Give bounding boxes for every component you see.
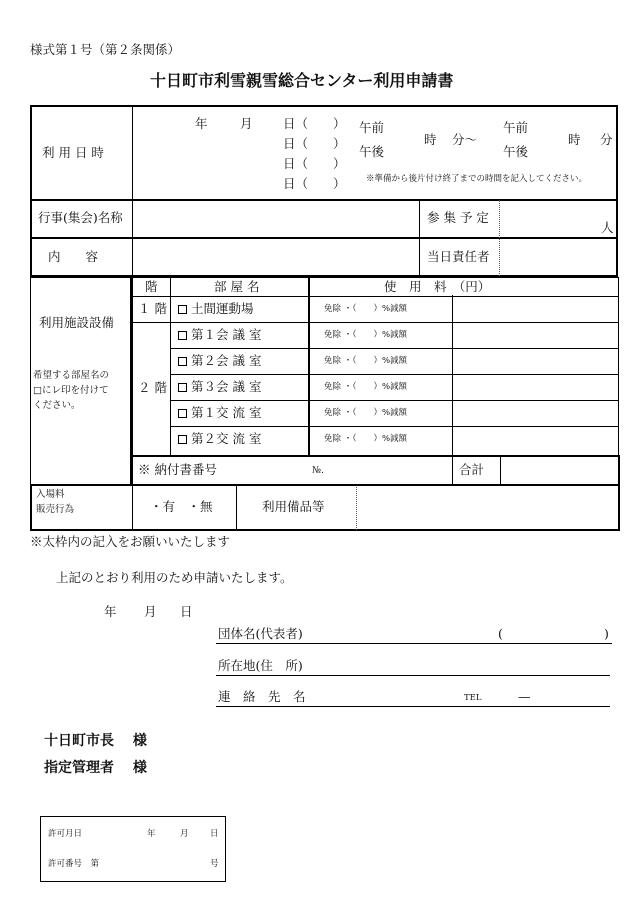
- floor-1-label: １ 階: [138, 301, 167, 316]
- apply-statement: 上記のとおり利用のため申請いたします。: [56, 570, 293, 585]
- end-pm-label: 午後: [503, 144, 529, 159]
- page-title: 十日町市利雪親雪総合センター利用申請書: [150, 71, 454, 90]
- total-label: 合計: [459, 462, 485, 477]
- person-in-charge-label: 当日責任者: [427, 249, 490, 264]
- admission-fee-label: 入場料: [36, 489, 65, 500]
- checkbox-icon[interactable]: [178, 383, 187, 392]
- day-row-1: 日（ ）: [283, 116, 346, 131]
- receipt-number-label: ※ 納付書番号: [138, 462, 217, 477]
- facilities-hint-1: 希望する部屋名の: [33, 370, 110, 381]
- addressee-manager: 指定管理者 様: [44, 760, 147, 776]
- end-am-label: 午前: [503, 120, 529, 135]
- permit-box: [40, 816, 226, 882]
- permit-year: 年: [147, 829, 156, 839]
- month-label: 月: [240, 116, 253, 131]
- group-paren-close: ): [604, 626, 609, 641]
- tel-label: TEL: [464, 693, 482, 703]
- floor-2-label: ２ 階: [138, 380, 167, 395]
- group-name-field[interactable]: [216, 643, 612, 644]
- permit-date-label: 許可月日: [48, 829, 83, 839]
- end-hour-label: 時: [568, 132, 581, 147]
- day-row-3: 日（ ）: [283, 156, 346, 171]
- apply-month: 月: [144, 604, 157, 619]
- checkbox-icon[interactable]: [178, 305, 187, 314]
- facilities-label: 利用施設設備: [39, 315, 115, 330]
- checkbox-icon[interactable]: [178, 435, 187, 444]
- group-paren-open: (: [498, 626, 503, 641]
- start-pm-label: 午後: [359, 144, 385, 159]
- start-hour-label: 時: [424, 132, 437, 147]
- group-name-label: 団体名(代表者): [218, 626, 303, 641]
- fee-exemption: 免除 ・（ ）%減額: [324, 304, 408, 314]
- sales-activity-label: 販売行為: [36, 504, 75, 515]
- equipment-label: 利用備品等: [262, 499, 325, 514]
- addressee-mayor: 十日町市長 様: [44, 733, 147, 749]
- contact-name-label: 連 絡 先 名: [218, 689, 306, 704]
- time-note: ※準備から後片付け終了までの時間を記入してください。: [366, 174, 588, 184]
- fee-exemption: 免除 ・（ ）%減額: [324, 356, 408, 366]
- attendance-label: 参 集 予 定: [427, 210, 489, 225]
- permit-month: 月: [180, 829, 189, 839]
- day-row-4: 日（ ）: [283, 176, 346, 191]
- apply-year: 年: [104, 604, 117, 619]
- room-row[interactable]: 第２会 議 室: [178, 355, 261, 368]
- room-row[interactable]: 土間運動場: [178, 303, 254, 316]
- year-label: 年: [195, 116, 208, 131]
- facilities-hint-2: □にレ印を付けて: [33, 385, 109, 396]
- apply-day: 日: [180, 604, 193, 619]
- day-row-2: 日（ ）: [283, 136, 346, 151]
- content-label: 内 容: [48, 249, 99, 264]
- end-minute-label: 分: [600, 132, 613, 147]
- start-minute-to-label: 分～: [452, 132, 478, 147]
- checkbox-icon[interactable]: [178, 409, 187, 418]
- attendance-unit: 人: [601, 220, 614, 235]
- room-row[interactable]: 第２交 流 室: [178, 433, 261, 446]
- sales-options[interactable]: ・有 ・無: [150, 499, 213, 514]
- floor-header: 階: [145, 279, 158, 294]
- fee-header: 使 用 料 （円）: [384, 279, 491, 294]
- start-am-label: 午前: [359, 120, 385, 135]
- checkbox-icon[interactable]: [178, 331, 187, 340]
- room-row[interactable]: 第１交 流 室: [178, 407, 261, 420]
- receipt-number-prefix: №.: [312, 465, 325, 476]
- room-row[interactable]: 第３会 議 室: [178, 381, 261, 394]
- room-row[interactable]: 第１会 議 室: [178, 329, 261, 342]
- permit-number-suffix: 号: [210, 859, 219, 869]
- fee-exemption: 免除 ・（ ）%減額: [324, 408, 408, 418]
- tel-dash: —: [518, 689, 531, 704]
- permit-day: 日: [210, 829, 219, 839]
- form-number: 様式第１号（第２条関係）: [30, 42, 181, 57]
- fee-exemption: 免除 ・（ ）%減額: [324, 330, 408, 340]
- address-label: 所在地(住 所): [218, 658, 303, 673]
- checkbox-icon[interactable]: [178, 357, 187, 366]
- thick-border-note: ※太枠内の記入をお願いいたします: [30, 534, 231, 549]
- fee-exemption: 免除 ・（ ）%減額: [324, 382, 408, 392]
- facilities-hint-3: ください。: [33, 400, 81, 411]
- permit-number-label: 許可番号 第: [48, 859, 100, 869]
- event-name-label: 行事(集会)名称: [38, 210, 123, 225]
- fee-exemption: 免除 ・（ ）%減額: [324, 434, 408, 444]
- contact-field[interactable]: [216, 706, 610, 707]
- usage-datetime-label: 利 用 日 時: [42, 145, 104, 160]
- address-field[interactable]: [216, 675, 610, 676]
- room-header: 部 屋 名: [214, 279, 260, 294]
